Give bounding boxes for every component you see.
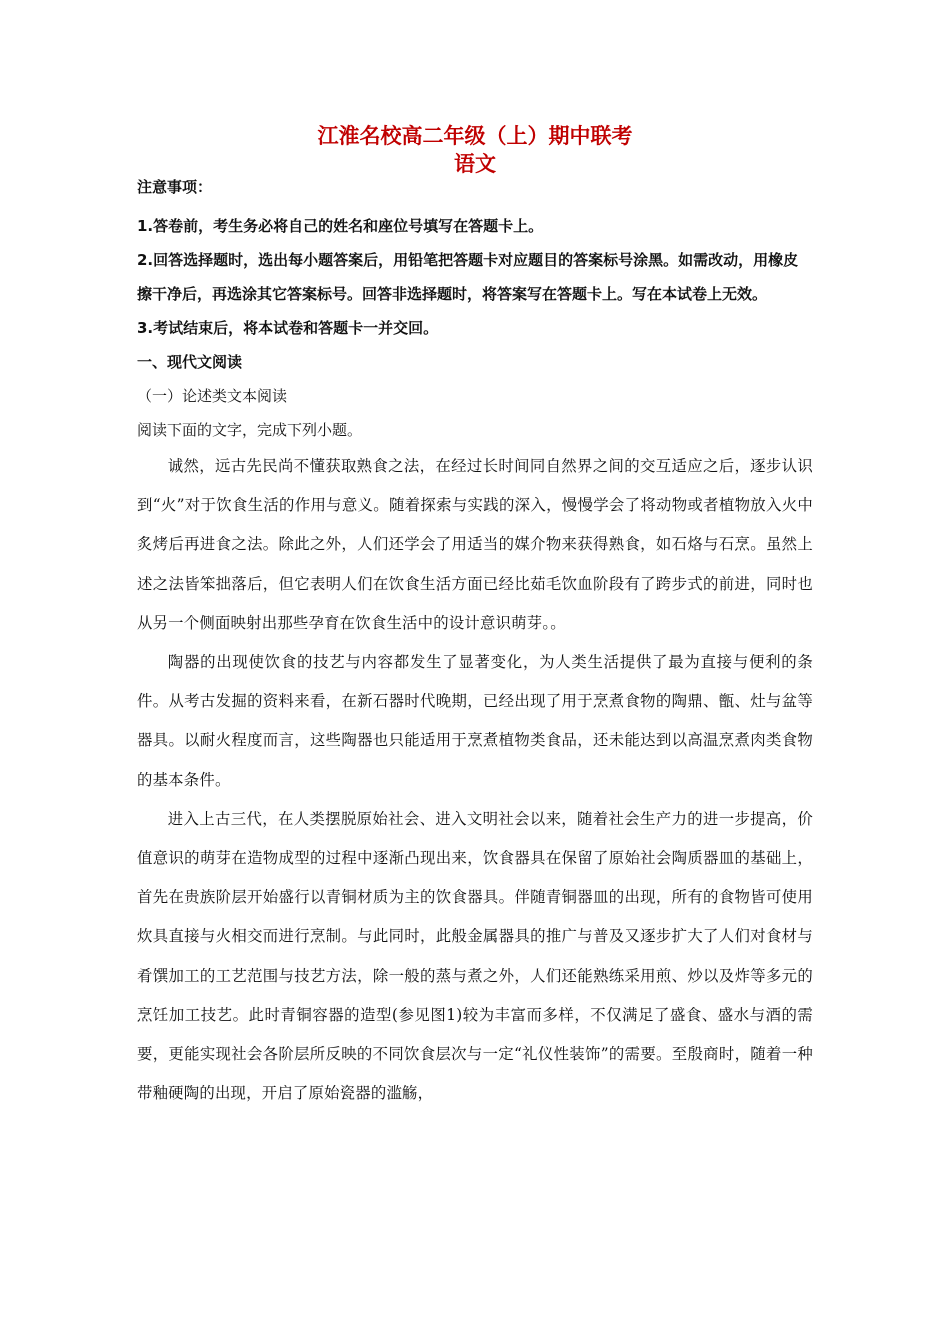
exam-title-line1: 江淮名校高二年级（上）期中联考 [317,124,633,148]
passage-paragraph-2: 陶器的出现使饮食的技艺与内容都发生了显著变化，为人类生活提供了最为直接与便利的条件。从考古发掘的资料来看，在新石器时代晚期，已经出现了用于烹煮食物的陶鼎、甑、灶与盆等器具。以耐火程度而言，这些陶器也只能适用于烹煮植物类食品，还未能达到以高温烹煮肉类食物的基本条件。 [137,653,813,789]
notice-item-1: 1.答卷前，考生务必将自己的姓名和座位号填写在答题卡上。 [137,217,544,235]
section-subheading: （一）论述类文本阅读 [137,387,288,405]
document-body [137,177,813,1113]
passage-paragraph-1: 诚然，远古先民尚不懂获取熟食之法，在经过长时间同自然界之间的交互适应之后，逐步认识到“火”对于饮食生活的作用与意义。随着探索与实践的深入，慢慢学会了将动物或者植物放入火中炙烤后再进食之法。除此之外，人们还学会了用适当的媒介物来获得熟食，如石烙与石烹。虽然上述之法皆笨拙落后，但它表明人们在饮食生活方面已经比茹毛饮血阶段有了跨步式的前进，同时也从另一个侧面映射出那些孕育在饮食生活中的设计意识萌芽。。 [137,457,813,632]
notice-item-2: 2.回答选择题时，选出每小题答案后，用铅笔把答题卡对应题目的答案标号涂黑。如需改动，用橡皮擦干净后，再选涂其它答案标号。回答非选择题时，将答案写在答题卡上。写在本试卷上无效。 [137,251,799,303]
notice-heading: 注意事项： [137,178,213,196]
exam-subject: 语文 [454,152,496,176]
exam-title [0,122,950,178]
notice-item-3: 3.考试结束后，将本试卷和答题卡一并交回。 [137,319,439,337]
reading-instruction: 阅读下面的文字，完成下列小题。 [137,421,363,439]
section-heading: 一、现代文阅读 [137,353,243,371]
passage-paragraph-3: 进入上古三代，在人类摆脱原始社会、进入文明社会以来，随着社会生产力的进一步提高，价值意识的萌芽在造物成型的过程中逐渐凸现出来，饮食器具在保留了原始社会陶质器皿的基础上，首先在贵族阶层开始盛行以青铜材质为主的饮食器具。伴随青铜器皿的出现，所有的食物皆可使用炊具直接与火相交而进行烹制。与此同时，此般金属器具的推广与普及又逐步扩大了人们对食材与肴馔加工的工艺范围与技艺方法，除一般的蒸与煮之外，人们还能熟练采用煎、炒以及炸等多元的烹饪加工技艺。此时青铜容器的造型(参见图1)较为丰富而多样，不仅满足了盛食、盛水与酒的需要，更能实现社会各阶层所反映的不同饮食层次与一定“礼仪性装饰”的需要。至殷商时，随着一种带釉硬陶的出现，开启了原始瓷器的滥觞， [137,809,813,1103]
